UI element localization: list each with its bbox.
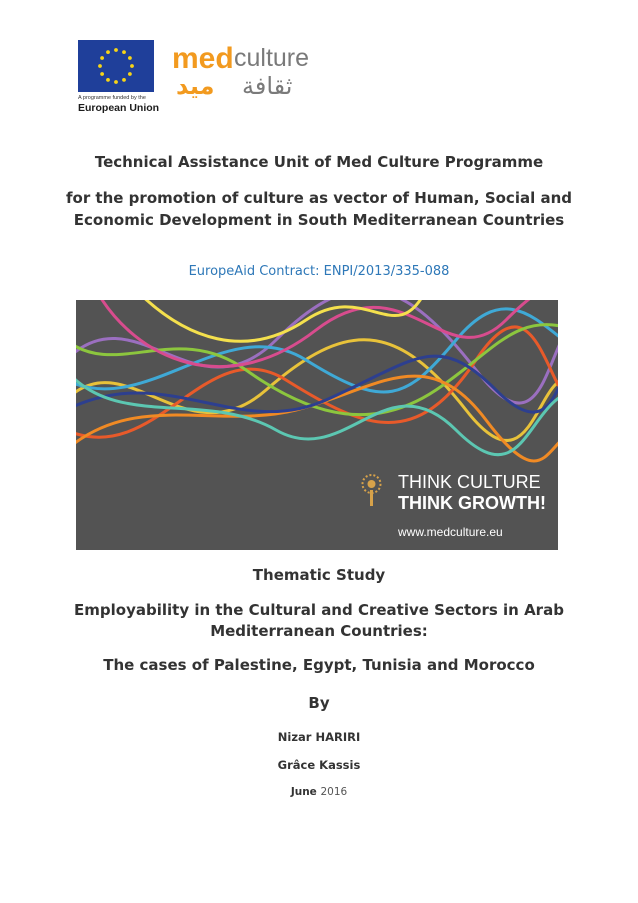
contract-number: EuropeAid Contract: ENPI/2013/335-088 <box>188 264 450 279</box>
slogan-line-1: THINK CULTURE <box>398 472 541 492</box>
study-title: Employability in the Cultural and Creative Sectors in Arab Mediterranean Countries: <box>74 601 564 640</box>
date-year: 2016 <box>320 786 348 798</box>
med-arabic-text: ميد <box>176 72 215 98</box>
culture-latin-text: culture <box>234 44 310 72</box>
document-type: Thematic Study <box>252 566 386 584</box>
colored-curves-graphic <box>76 300 558 550</box>
eu-caption-big: European Union <box>78 102 160 114</box>
author-name: Nizar HARIRI <box>277 730 361 744</box>
logo-area <box>78 38 348 124</box>
date-month: June <box>290 786 317 798</box>
publication-date <box>40 786 598 798</box>
study-subtitle: The cases of Palestine, Egypt, Tunisia and Morocco <box>103 656 535 674</box>
author-name: Grâce Kassis <box>277 758 361 772</box>
med-culture-logo <box>170 38 346 98</box>
slogan-line-2: THINK GROWTH! <box>398 493 546 513</box>
eu-caption <box>78 95 164 114</box>
culture-arabic-text: ثقافة <box>242 72 293 98</box>
banner-image <box>76 300 558 550</box>
by-label: By <box>308 694 330 712</box>
programme-title: Technical Assistance Unit of Med Culture Programme <box>94 153 544 171</box>
banner-url: www.medculture.eu <box>398 525 503 539</box>
eu-caption-small: A programme funded by the <box>78 95 146 101</box>
programme-purpose: for the promotion of culture as vector of Human, Social and Economic Development in South Mediterranean Countries <box>65 189 572 229</box>
eu-flag-icon <box>78 40 154 92</box>
med-latin-text: med <box>172 42 234 75</box>
